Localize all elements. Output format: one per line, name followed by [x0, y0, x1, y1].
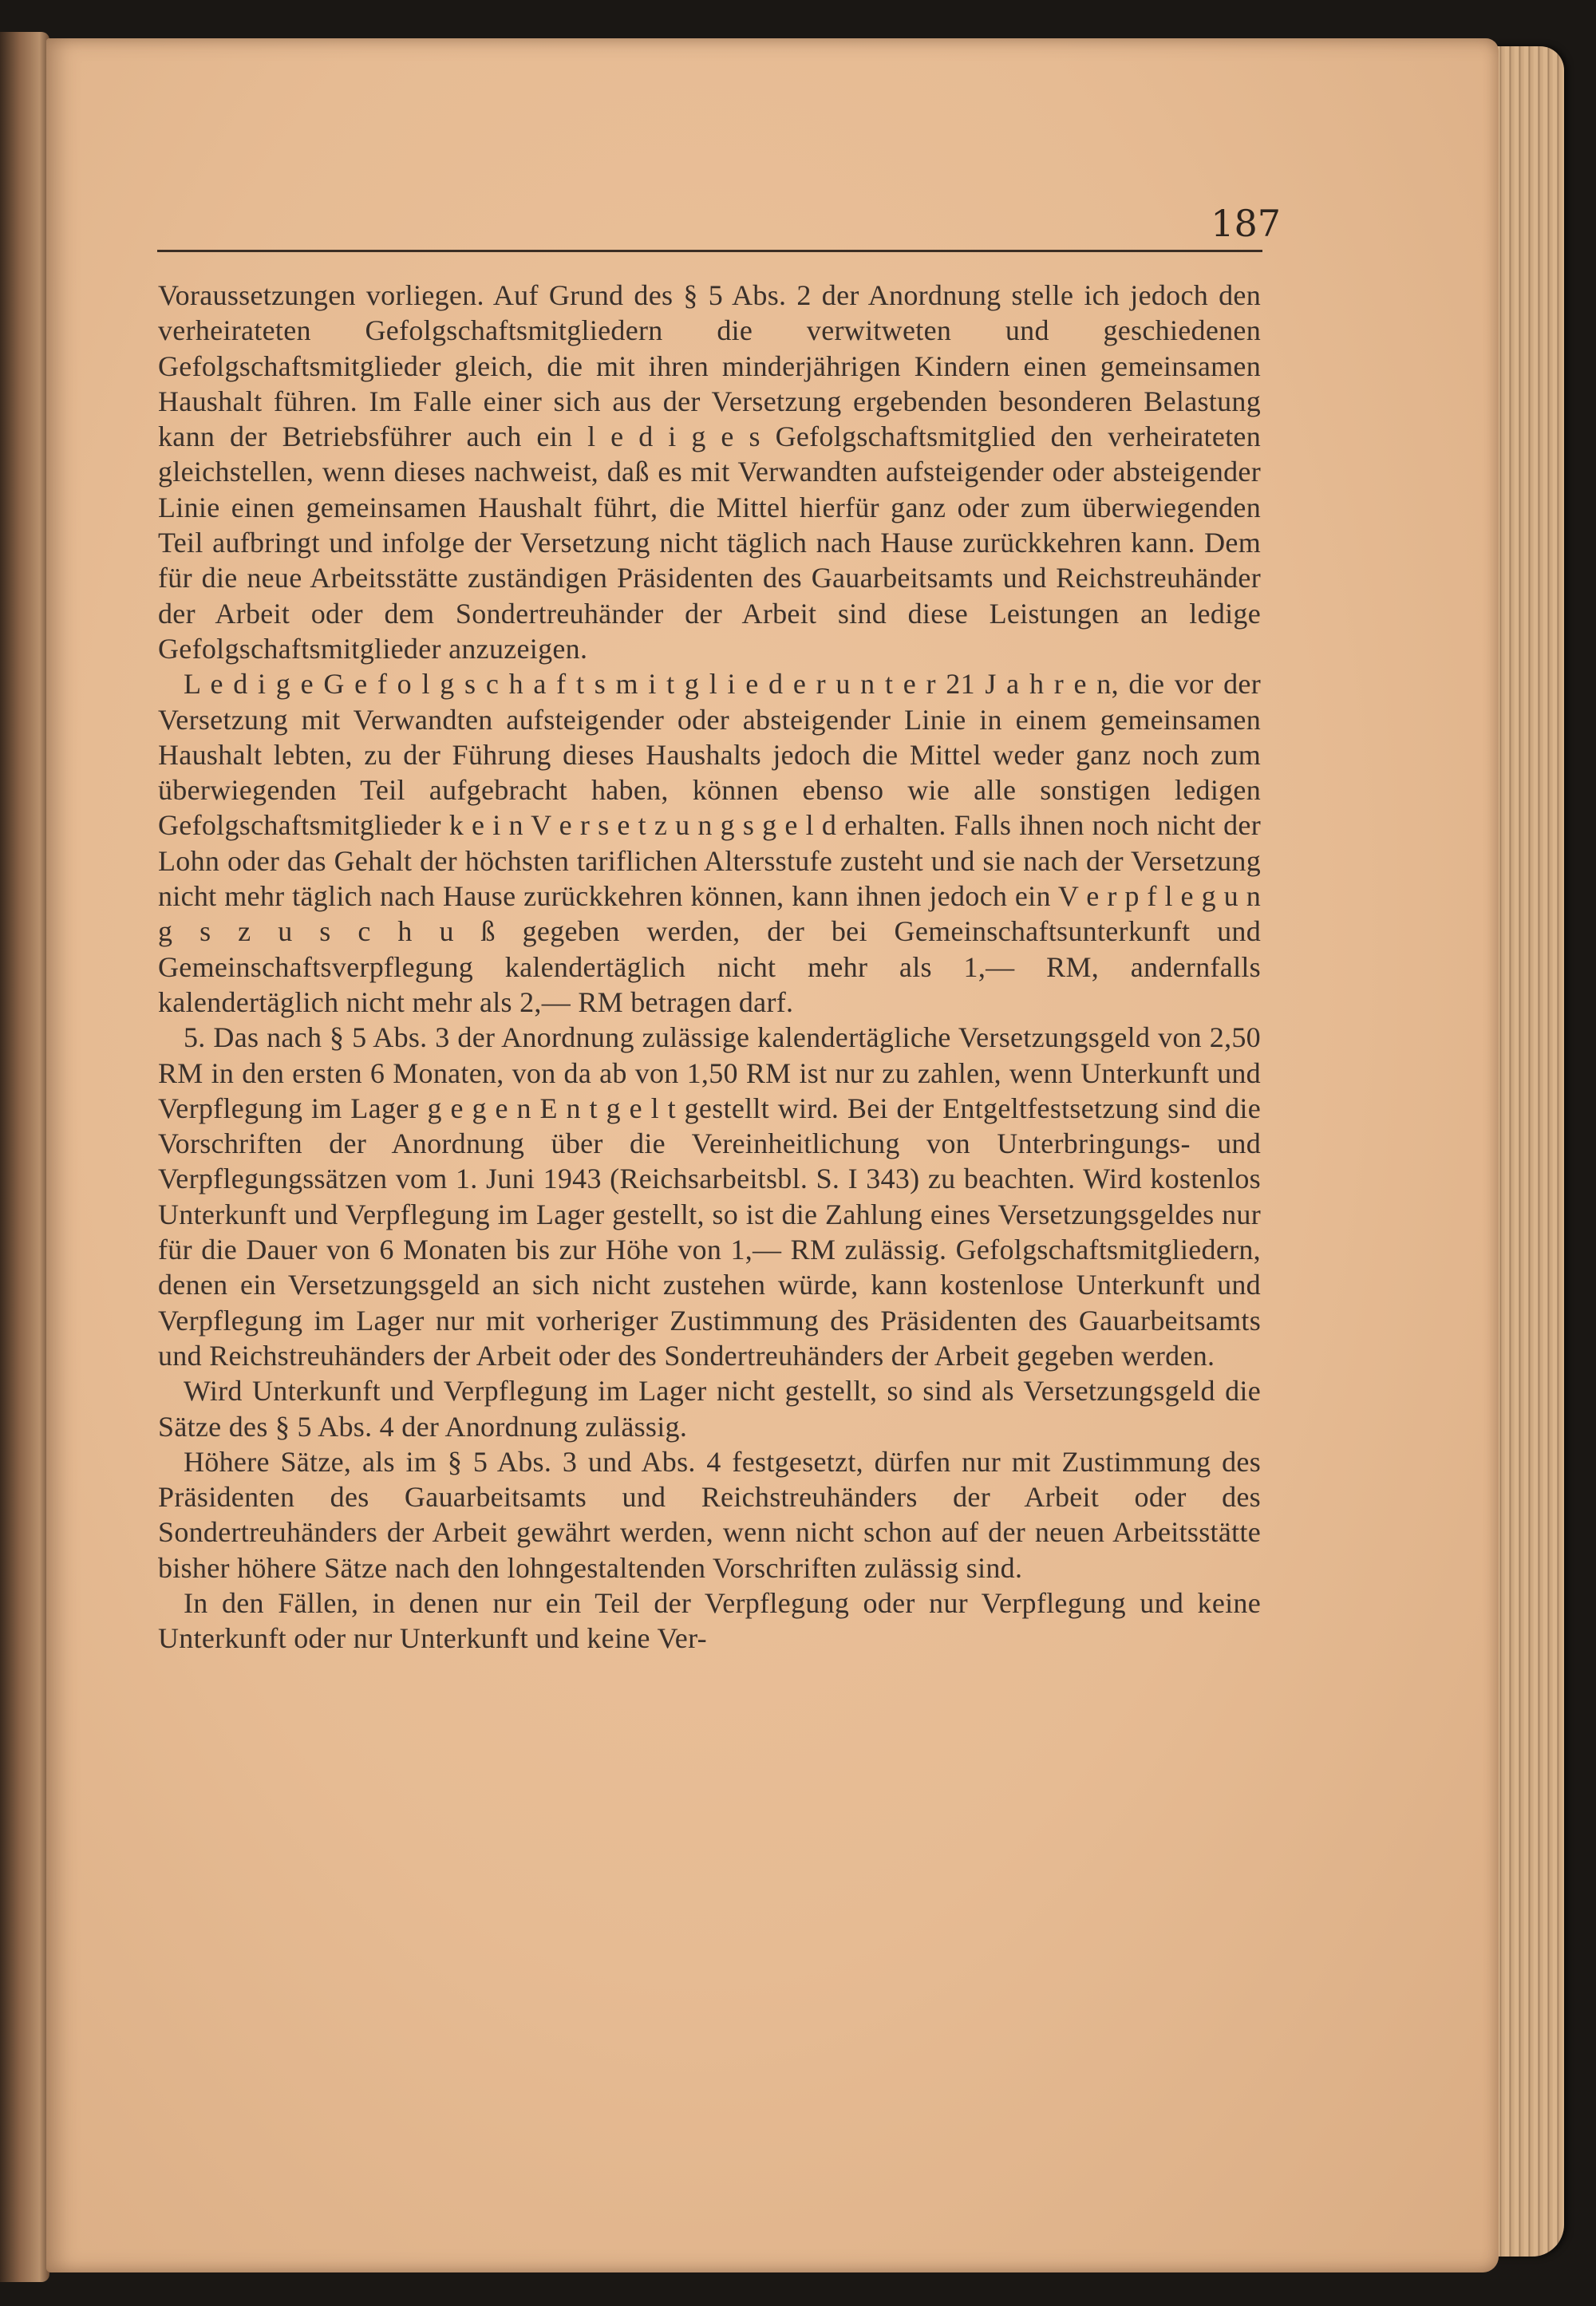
page-number: 187	[1211, 202, 1281, 245]
paragraph: Voraussetzungen vorliegen. Auf Grund des § 5 Abs. 2 der Anordnung stelle ich jedoch den verheirateten Gefolgschaftsmitgliedern die verwitweten und geschiedenen Gefolgschaftsmitglieder gleich, die mit ihren minderjährigen Kindern einen gemeinsamen Haushalt führen. Im Falle einer sich aus der Versetzung ergebenden besonderen Belastung kann der Betriebsführer auch ein l e d i g e s Gefolgschaftsmitglied den verheirateten gleichstellen, wenn dieses nachweist, daß es mit Verwandten aufsteigender oder absteigender Linie einen gemeinsamen Haushalt führt, die Mittel hierfür ganz oder zum überwiegenden Teil aufbringt und infolge der Versetzung nicht täglich nach Hause zurückkehren kann. Dem für die neue Arbeitsstätte zuständigen Präsidenten des Gauarbeitsamts und Reichstreuhänder der Arbeit oder dem Sondertreuhänder der Arbeit sind diese Leistungen an ledige Gefolgschaftsmitglieder anzuzeigen.	[158, 279, 1261, 665]
paragraph: Wird Unterkunft und Verpflegung im Lager nicht gestellt, so sind als Versetzungsgeld die Sätze des § 5 Abs. 4 der Anordnung zulässig.	[158, 1375, 1261, 1443]
paragraph: L e d i g e G e f o l g s c h a f t s m i t g l i e d e r u n t e r 21 J a h r e n, die vor der Versetzung mit Verwandten aufsteigender oder absteigender Linie in einem gemeinsamen Haushalt lebten, zu der Führung dieses Haushalts jedoch die Mittel weder ganz noch zum überwiegenden Teil aufgebracht haben, können ebenso wie alle sonstigen ledigen Gefolgschaftsmitglieder k e i n V e r s e t z u n g s g e l d erhalten. Falls ihnen noch nicht der Lohn oder das Gehalt der höchsten tariflichen Altersstufe zusteht und sie nach der Versetzung nicht mehr täglich nach Hause zurückkehren können, kann ihnen jedoch ein V e r p f l e g u n g s z u s c h u ß gegeben werden, der bei Gemeinschaftsunterkunft und Gemeinschaftsverpflegung kalendertäglich nicht mehr als 1,— RM, andernfalls kalendertäglich nicht mehr als 2,— RM betragen darf.	[158, 668, 1261, 1018]
previous-page-edge	[0, 32, 49, 2282]
paragraph: In den Fällen, in denen nur ein Teil der Verpflegung oder nur Verpflegung und keine Unterkunft oder nur Unterkunft und keine Ver-	[158, 1586, 1261, 1655]
paragraph-item-5: 5. Das nach § 5 Abs. 3 der Anordnung zulässige kalendertägliche Versetzungsgeld von 2,50 RM in den ersten 6 Monaten, von da ab von 1,50 RM ist nur zu zahlen, wenn Unterkunft und Verpflegung im Lager g e g e n E n t g e l t gestellt wird. Bei der Entgeltfestsetzung sind die Vorschriften der Anordnung über die Vereinheitlichung von Unterbringungs- und Verpflegungssätzen vom 1. Juni 1943 (Reichsarbeitsbl. S. I 343) zu beachten. Wird kostenlos Unterkunft und Verpflegung im Lager gestellt, so ist die Zahlung eines Versetzungsgeldes nur für die Dauer von 6 Monaten bis zur Höhe von 1,— RM zulässig. Gefolgschaftsmitgliedern, denen ein Versetzungsgeld an sich nicht zustehen würde, kann kostenlose Unterkunft und Verpflegung im Lager nur mit vorheriger Zustimmung des Präsidenten des Gauarbeitsamts und Reichstreuhänders der Arbeit oder des Sondertreuhänders der Arbeit gegeben werden.	[158, 1021, 1261, 1372]
paragraph: Höhere Sätze, als im § 5 Abs. 3 und Abs. 4 festgesetzt, dürfen nur mit Zustimmung des Präsidenten des Gauarbeitsamts und Reichstreuhänders der Arbeit oder des Sondertreuhänders der Arbeit gewährt werden, wenn nicht schon auf der neuen Arbeitsstätte bisher höhere Sätze nach den lohngestaltenden Vorschriften zulässig sind.	[158, 1445, 1261, 1584]
header-rule	[157, 250, 1262, 252]
page-text-body	[158, 278, 1261, 1656]
